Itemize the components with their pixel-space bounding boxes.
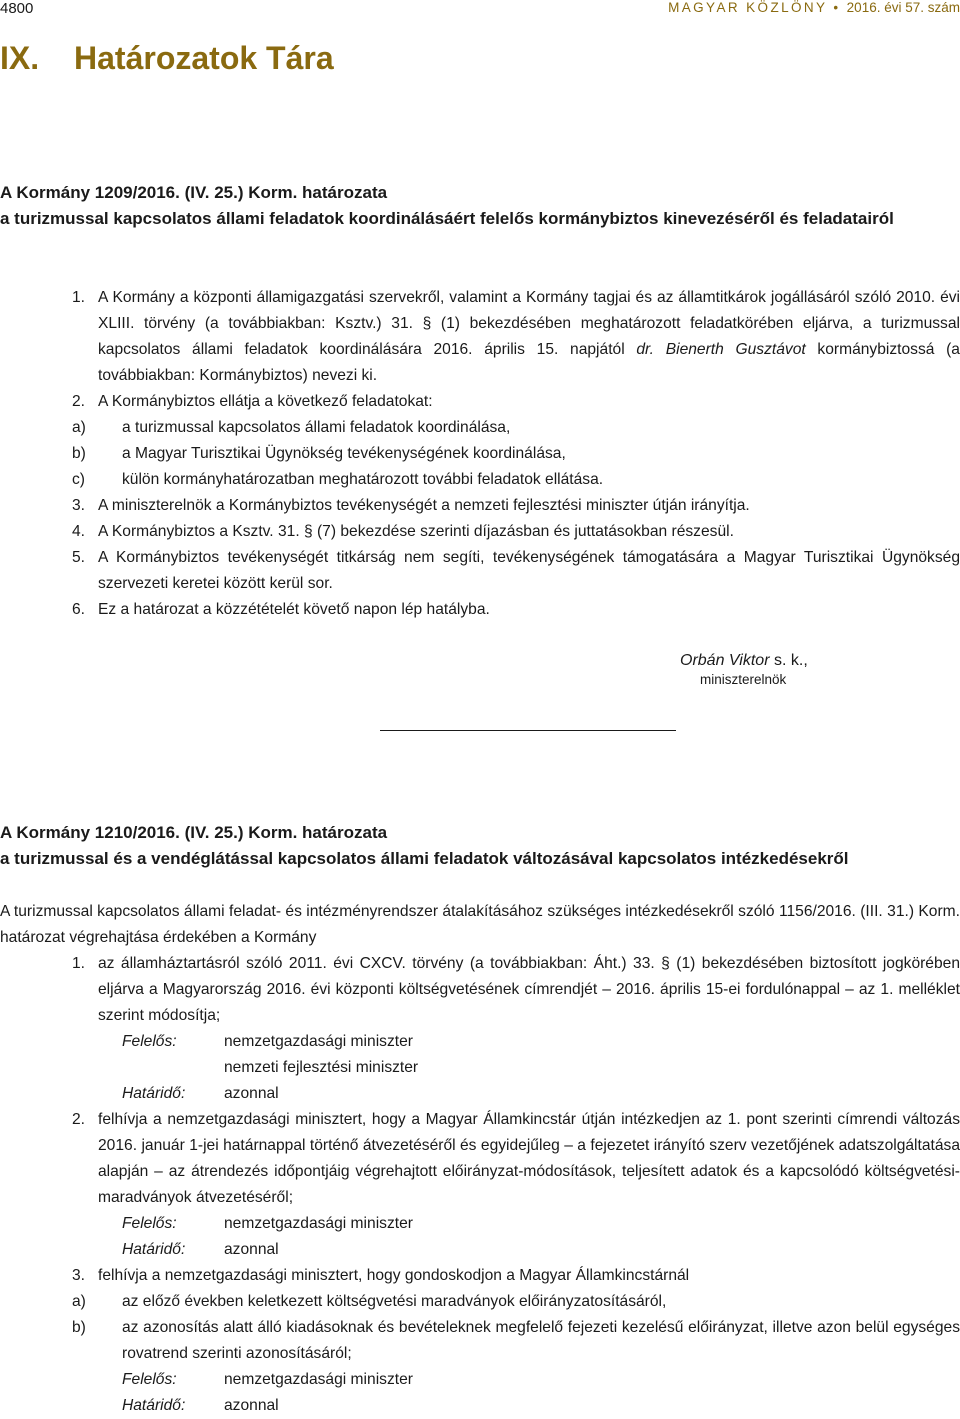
responsible-label: Felelős: [122,1215,177,1232]
deadline-row [72,1393,960,1419]
sub-text: a turizmussal kapcsolatos állami feladatok koordinálása, [122,419,511,436]
list-item [72,285,960,389]
deadline-value: azonnal [224,1397,279,1414]
item-text: A miniszterelnök a Kormánybiztos tevékenységét a nemzeti fejlesztési miniszter útján irányítja. [98,497,750,514]
list-item [72,493,960,519]
responsible-row [72,1211,960,1237]
sub-item [72,467,960,493]
resolution-2-title [0,820,960,872]
sub-item [72,1315,960,1367]
deadline-label: Határidő: [122,1397,186,1414]
item-text: felhívja a nemzetgazdasági minisztert, hogy gondoskodjon a Magyar Államkincstárnál [98,1267,690,1284]
page-header [0,0,960,22]
resolution-2-intro: A turizmussal kapcsolatos állami feladat- és intézményrendszer átalakításához szükséges intézkedésekről szóló 1156/2016. (III. 31.) Korm. határozat végrehajtása érdekében a Kormány [0,903,960,946]
signature-name [680,648,808,674]
list-item [72,1263,960,1289]
sub-item [72,1289,960,1315]
chapter-numeral: IX. [0,40,40,76]
item-text: az államháztartásról szóló 2011. évi CXCV. törvény (a továbbiakban: Áht.) 33. § (1) bekezdésében biztosított jogkörében eljárva a Magyarország 2016. évi központi költségvetésének címrendjét – 2016. április 15-ei fordulónappal – az 1. melléklet szerint módosítja; [98,955,960,1024]
sub-letter: b) [72,445,86,462]
list-item [72,951,960,1029]
deadline-value: azonnal [224,1241,279,1258]
chapter-title: Határozatok Tára [74,40,334,76]
responsible-row [72,1055,960,1081]
item-text: A Kormánybiztos ellátja a következő feladatokat: [98,393,433,410]
item-text [98,285,960,389]
item-number: 5. [72,549,86,566]
sub-text: az előző években keletkezett költségvetési maradványok előirányzatosításáról, [122,1293,667,1310]
sub-letter: b) [72,1319,86,1336]
item-number: 1. [72,955,86,972]
item-number: 3. [72,1267,86,1284]
sub-letter: c) [72,471,85,488]
responsible-value: nemzeti fejlesztési miniszter [224,1059,419,1076]
resolution-2-number: A Kormány 1210/2016. (IV. 25.) Korm. határozata [0,823,388,842]
sub-letter: a) [72,1293,86,1310]
page-number: 4800 [0,0,34,17]
item-number: 3. [72,497,86,514]
deadline-row [72,1237,960,1263]
list-item [72,519,960,545]
sub-text: az azonosítás alatt álló kiadásoknak és bevételeknek megfelelő fejezeti kezelésű előirányzat, illetve azon belül egységes rovatrend szerinti azonosításáról; [122,1319,960,1362]
item-text-part: kormánybiztossá (a továbbiakban: Kormánybiztos) nevezi ki. [98,341,960,384]
issue-number: 2016. évi 57. szám [846,0,960,15]
deadline-label: Határidő: [122,1241,186,1258]
responsible-label: Felelős: [122,1033,177,1050]
resolution-2-subject: a turizmussal és a vendéglátással kapcsolatos állami feladatok változásával kapcsolatos intézkedésekről [0,849,849,868]
item-number: 6. [72,601,86,618]
item-number: 2. [72,393,86,410]
list-item [72,1107,960,1211]
appointee-name: dr. Bienerth Gusztávot [636,341,806,358]
resolution-1-title [0,180,960,232]
responsible-value: nemzetgazdasági miniszter [224,1371,413,1388]
deadline-label: Határidő: [122,1085,186,1102]
item-number: 2. [72,1111,86,1128]
resolution-1-number: A Kormány 1209/2016. (IV. 25.) Korm. határozata [0,183,388,202]
responsible-label-empty [122,1055,224,1081]
signature-role: miniszterelnök [700,672,787,687]
section-divider [380,730,676,731]
list-item [72,545,960,597]
sub-item [72,415,960,441]
responsible-label: Felelős: [122,1371,177,1388]
sub-text: külön kormányhatározatban meghatározott további feladatok ellátása. [122,471,604,488]
item-text: felhívja a nemzetgazdasági minisztert, hogy a Magyar Államkincstár útján intézkedjen az 1. pont szerinti címrendi változás 2016. január 1-jei határnappal történő átvezetéséről és egyidejűleg – a fejezetet irányító szerv vezetőjének adatszolgáltatása alapján – az átrendezés időpontjáig végrehajtott előirányzat-módosítások, teljesített adatok és a kapcsolódó költségvetési-maradványok átvezetéséről; [98,1111,960,1206]
signer-suffix: s. k., [769,652,808,669]
item-text: A Kormánybiztos tevékenységét titkárság nem segíti, tevékenységének támogatására a Magyar Turisztikai Ügynökség szervezeti keretei között kerül sor. [98,549,960,592]
masthead-title: MAGYAR KÖZLÖNY [668,0,828,15]
masthead: MAGYAR KÖZLÖNY • 2016. évi 57. szám [668,0,960,15]
responsible-row [72,1367,960,1393]
responsible-value: nemzetgazdasági miniszter [224,1215,413,1232]
deadline-value: azonnal [224,1085,279,1102]
item-number: 1. [72,289,86,306]
deadline-row [72,1081,960,1107]
chapter-heading [0,40,334,77]
item-text: A Kormánybiztos a Ksztv. 31. § (7) bekezdése szerinti díjazásban és juttatásokban részesül. [98,523,734,540]
signer-name: Orbán Viktor [680,652,770,669]
responsible-row [72,1029,960,1055]
sub-text: a Magyar Turisztikai Ügynökség tevékenységének koordinálása, [122,445,566,462]
resolution-1-subject: a turizmussal kapcsolatos állami feladatok koordinálásáért felelős kormánybiztos kinevezéséről és feladatairól [0,209,894,228]
item-text-part: A Kormány a központi államigazgatási szervekről, valamint a Kormány tagjai és az államtitkárok jogállásáról szóló 2010. évi XLIII. törvény (a továbbiakban: Ksztv.) 31. § (1) bekezdésében meghatározott feladatkörében eljárva, a turizmussal kapcsolatos állami feladatok koordinálására 2016. április 15. napjától [98,289,960,358]
responsible-value: nemzetgazdasági miniszter [224,1033,413,1050]
resolution-2-body [0,951,960,1419]
item-text: Ez a határozat a közzétételét követő napon lép hatályba. [98,601,490,618]
resolution-1-body [0,285,960,623]
sub-letter: a) [72,419,86,436]
sub-item [72,441,960,467]
list-item [72,389,960,415]
list-item [72,597,960,623]
item-number: 4. [72,523,86,540]
